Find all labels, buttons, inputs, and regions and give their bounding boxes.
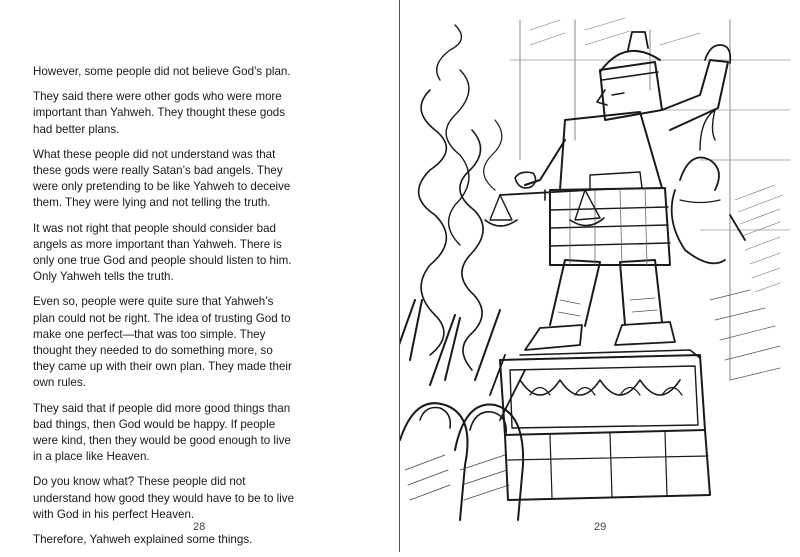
page-number-left: 28 — [193, 521, 206, 533]
paragraph: Therefore, Yahweh explained some things. — [33, 533, 253, 547]
idol-statue-worship-illustration — [400, 0, 800, 552]
left-page — [0, 0, 399, 552]
paragraph: They said that if people did more good things than bad things, then God would be happy. If people were kind, then they would be good enough to live in a place like Heaven. — [33, 401, 291, 464]
right-page — [400, 0, 800, 552]
paragraph: It was not right that people should consider bad angels as more important than Yahweh. There is only one true God and people should listen to him. Only Yahweh tells the truth. — [33, 221, 292, 284]
paragraph: However, some people did not believe God’s plan. — [33, 65, 291, 78]
paragraph: Even so, people were quite sure that Yahweh’s plan could not be right. The idea of trusting God to make one perfect—that was too simple. They thought they needed to do something more, so they came up with their own plan. They made their own rules. — [33, 295, 292, 390]
paragraph: What these people did not understand was that these gods were really Satan’s bad angels. They were only pretending to be like Yahweh to deceive them. They were lying and not telling the truth. — [33, 147, 291, 210]
story-text — [33, 64, 295, 557]
paragraph: Do you know what? These people did not understand how good they would have to be to live with God in his perfect Heaven. — [33, 475, 295, 521]
paragraph: They said there were other gods who were more important than Yahweh. They thought these gods had better plans. — [33, 90, 286, 136]
page-number-right: 29 — [594, 521, 607, 533]
